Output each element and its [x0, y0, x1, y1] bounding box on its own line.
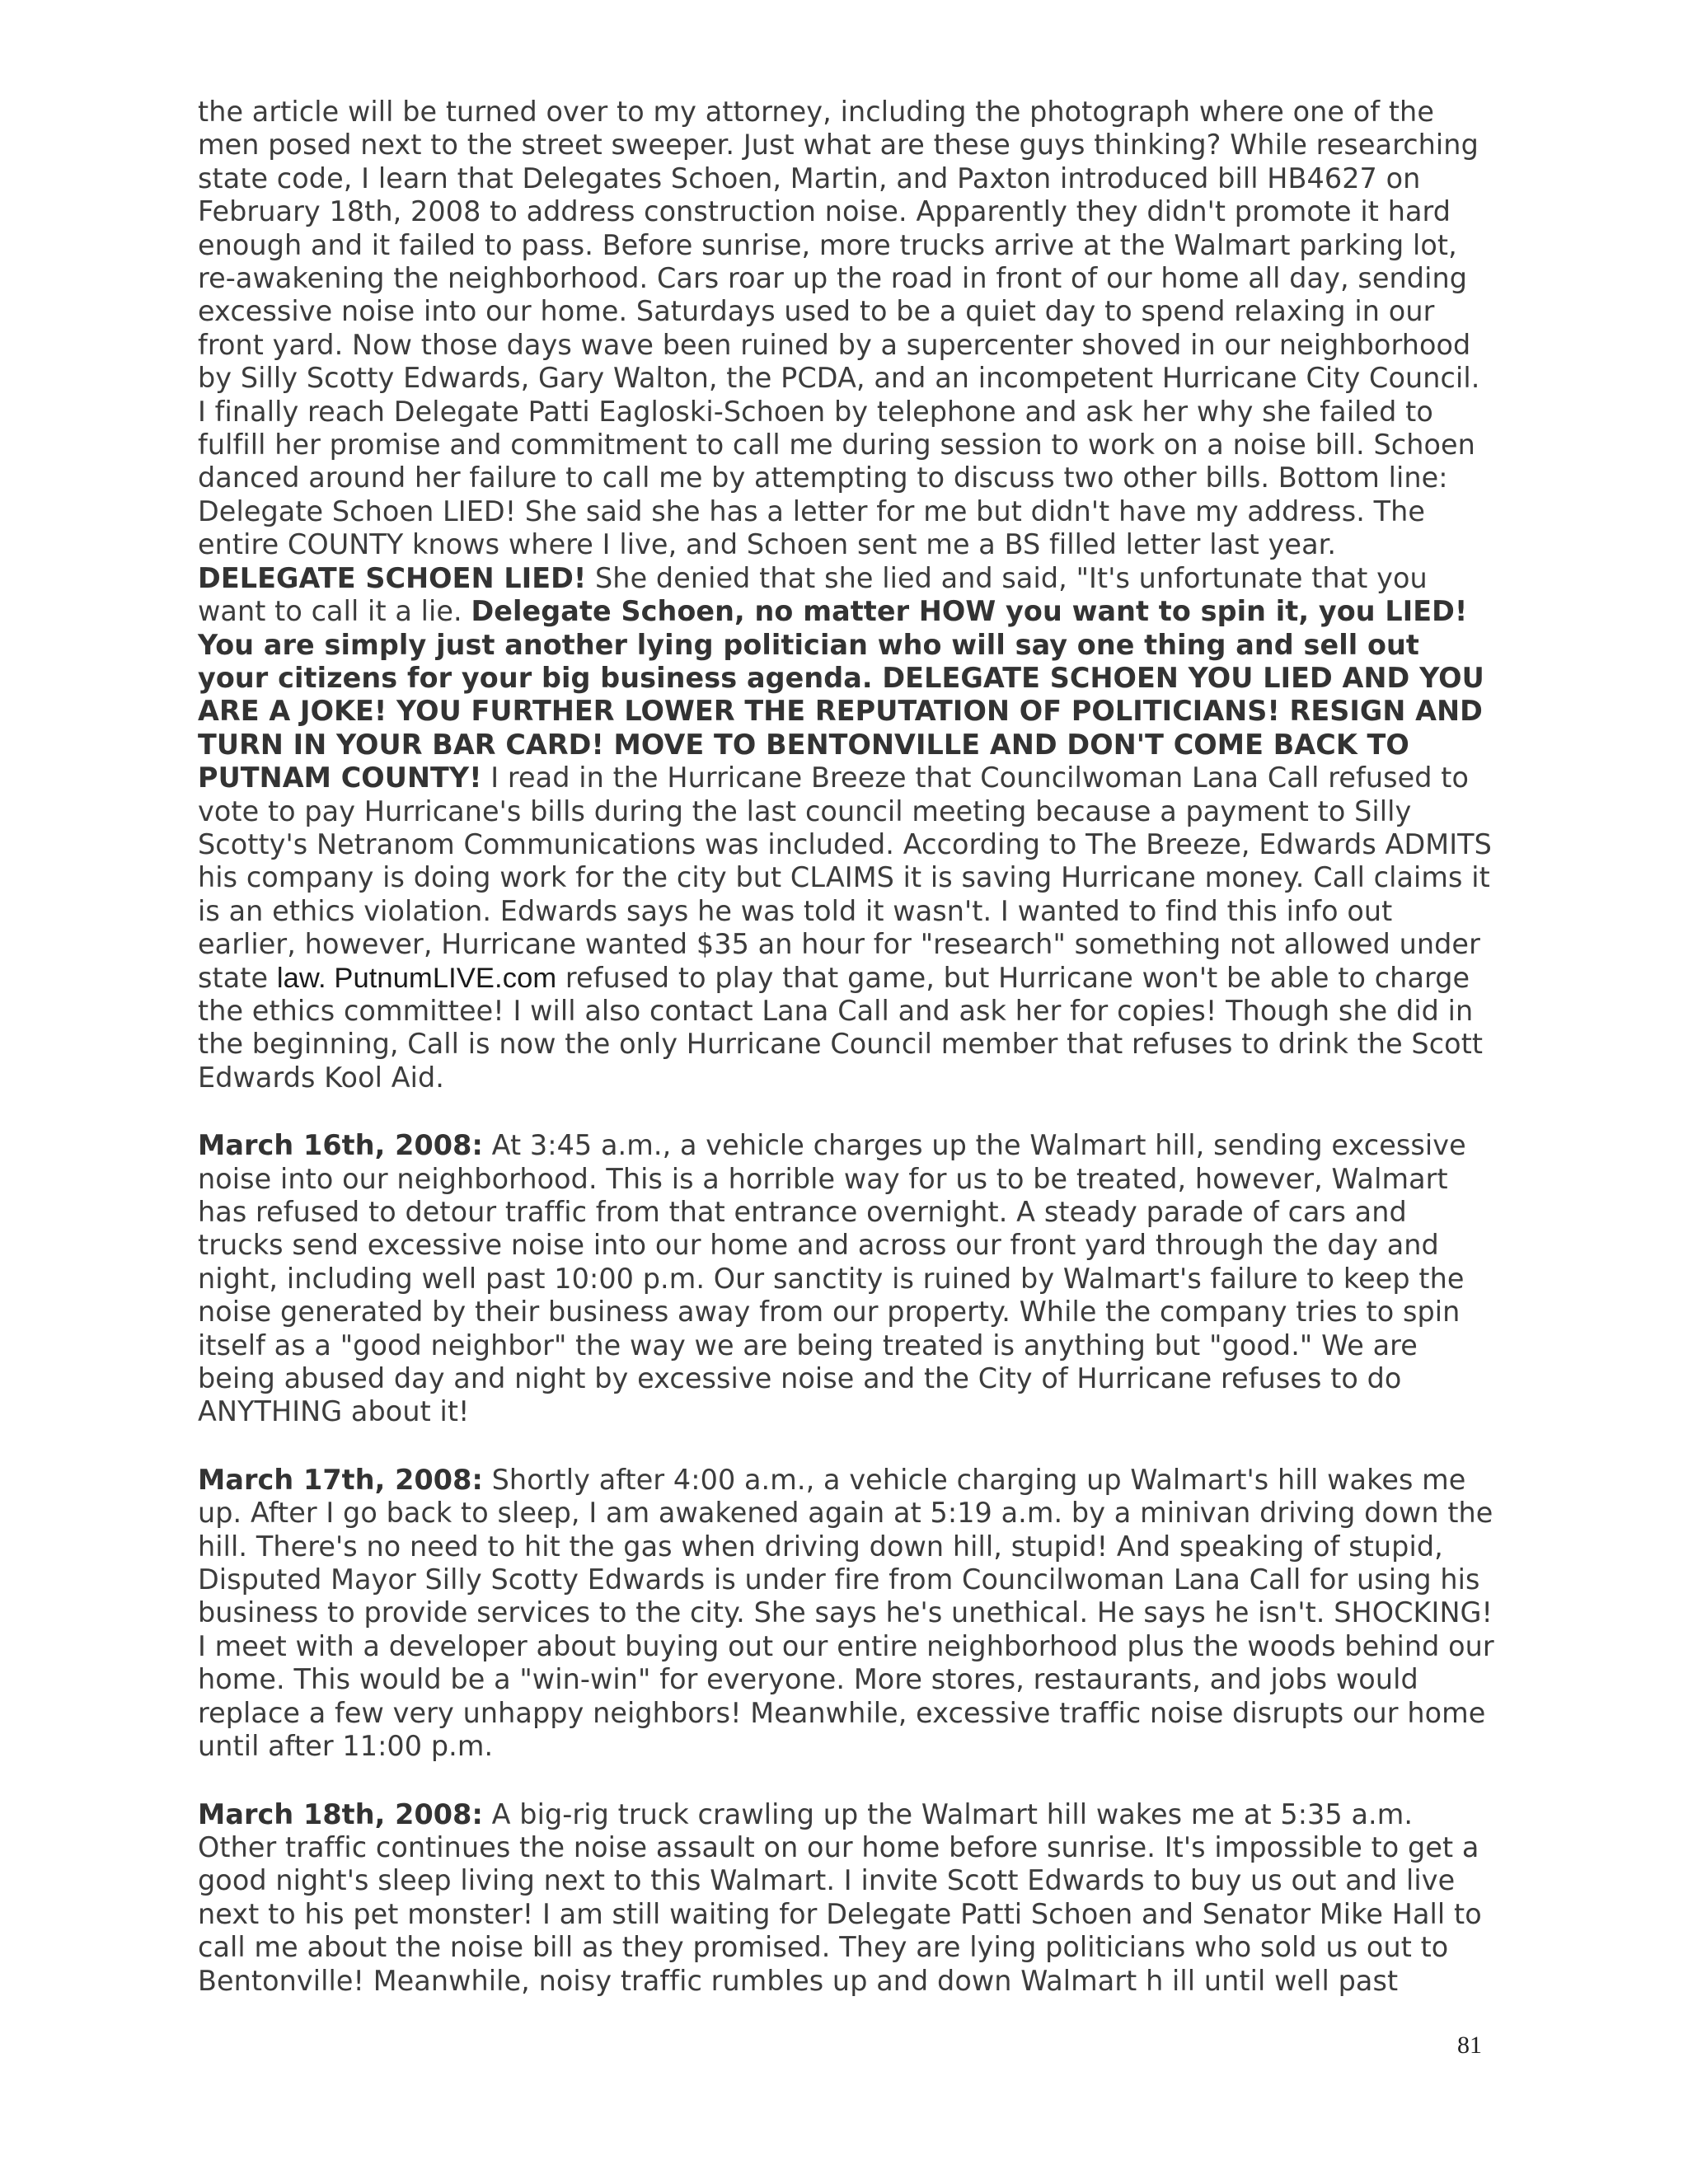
entry-text: At 3:45 a.m., a vehicle charges up the Walmart hill, sending excessive noise into our neighborhood. This is a horrible way for us to be treated, however, Walmart has refused to detour traffic from that entrance overnight. A steady parade of cars and trucks send excessive noise into our home and across our front yard through the day and night, including well past 10:00 p.m. Our sanctity is ruined by Walmart's failure to keep the noise generated by their business away from our property. While the company tries to spin itself as a "good neighbor" the way we are being treated is anything but "good." We are being abused day and night by excessive noise and the City of Hurricane refuses to do ANYTHING about it! [198, 1129, 1466, 1428]
text-segment: I read in the Hurricane Breeze that Councilwoman Lana Call refused to vote to pay Hurricane's bills during the last council meeting because a payment to Silly Scotty's Netranom Communications was included. According to The Breeze, Edwards ADMITS his company is doing work for the city but CLAIMS it is saving Hurricane money. Call claims it is an ethics violation. Edwards says he was told it wasn't. I wanted to find this info out earlier, however, Hurricane wanted $35 an hour for "research" something not allowed under state [198, 762, 1492, 994]
text-segment: She denied that she lied and said, "It's unfortunate that you want to call it a lie. [198, 561, 1428, 628]
body-text [198, 96, 1495, 2032]
bold-text: DELEGATE SCHOEN LIED! [198, 561, 587, 594]
page-number: 81 [1457, 2032, 1482, 2059]
diary-entry-march-17 [198, 1464, 1495, 1764]
bold-text: Delegate Schoen, no matter HOW you want to spin it, you LIED! You are simply just another lying politician who will say one thing and sell out your citizens for your big business agenda. DELEGATE SCHOEN YOU LIED AND YOU ARE A JOKE! YOU FURTHER LOWER THE REPUTATION OF POLITICIANS! RESIGN AND TURN IN YOUR BAR CARD! MOVE TO BENTONVILLE AND DON'T COME BACK TO PUTNAM COUNTY! [198, 595, 1484, 794]
website-reference: law. PutnumLIVE.com [276, 962, 557, 994]
diary-entry-march-16 [198, 1129, 1495, 1429]
entry-date: March 16th, 2008: [198, 1129, 483, 1162]
entry-text: A big-rig truck crawling up the Walmart hill wakes me at 5:35 a.m. Other traffic continues the noise assault on our home before sunrise. It's impossible to get a good night's sleep living next to this Walmart. I invite Scott Edwards to buy us out and live next to his pet monster! I am still waiting for Delegate Patti Schoen and Senator Mike Hall to call me about the noise bill as they promised. They are lying politicians who sold us out to Bentonville! Meanwhile, noisy traffic rumbles up and down Walmart h ill until well past [198, 1797, 1482, 1997]
text-segment: refused to play that game, but Hurricane won't be able to charge the ethics committee! I will also contact Lana Call and ask her for copies! Though she did in the beginning, Call is now the only Hurricane Council member that refuses to drink the Scott Edwards Kool Aid. [198, 961, 1484, 1094]
diary-entry-march-18 [198, 1798, 1495, 1998]
entry-text: Shortly after 4:00 a.m., a vehicle charging up Walmart's hill wakes me up. After I go back to sleep, I am awakened again at 5:19 a.m. by a minivan driving down the hill. There's no need to hit the gas when driving down hill, stupid! And speaking of stupid, Disputed Mayor Silly Scotty Edwards is under fire from Councilwoman Lana Call for using his business to provide services to the city. She says he's unethical. He says he isn't. SHOCKING! I meet with a developer about buying out our entire neighborhood plus the woods behind our home. This would be a "win-win" for everyone. More stores, restaurants, and jobs would replace a few very unhappy neighbors! Meanwhile, excessive traffic noise disrupts our home until after 11:00 p.m. [198, 1463, 1494, 1763]
text-segment: the article will be turned over to my attorney, including the photograph where one of the men posed next to the street sweeper. Just what are these guys thinking? While researching state code, I learn that Delegates Schoen, Martin, and Paxton introduced bill HB4627 on February 18th, 2008 to address construction noise. Apparently they didn't promote it hard enough and it failed to pass. Before sunrise, more trucks arrive at the Walmart parking lot, re-awakening the neighborhood. Cars roar up the road in front of our home all day, sending excessive noise into our home. Saturdays used to be a quiet day to spend relaxing in our front yard. Now those days wave been ruined by a supercenter shoved in our neighborhood by Silly Scotty Edwards, Gary Walton, the PCDA, and an incompetent Hurricane City Council. I finally reach Delegate Patti Eagloski-Schoen by telephone and ask her why she failed to fulfill her promise and commitment to call me during session to work on a noise bill. Schoen danced around her failure to call me by attempting to discuss two other bills. Bottom line: Delegate Schoen LIED! She said she has a letter for me but didn't have my address. The entire COUNTY knows where I live, and Schoen sent me a BS filled letter last year. [198, 96, 1480, 561]
paragraph-continuation [198, 96, 1495, 1094]
entry-date: March 17th, 2008: [198, 1463, 483, 1496]
entry-date: March 18th, 2008: [198, 1797, 483, 1830]
